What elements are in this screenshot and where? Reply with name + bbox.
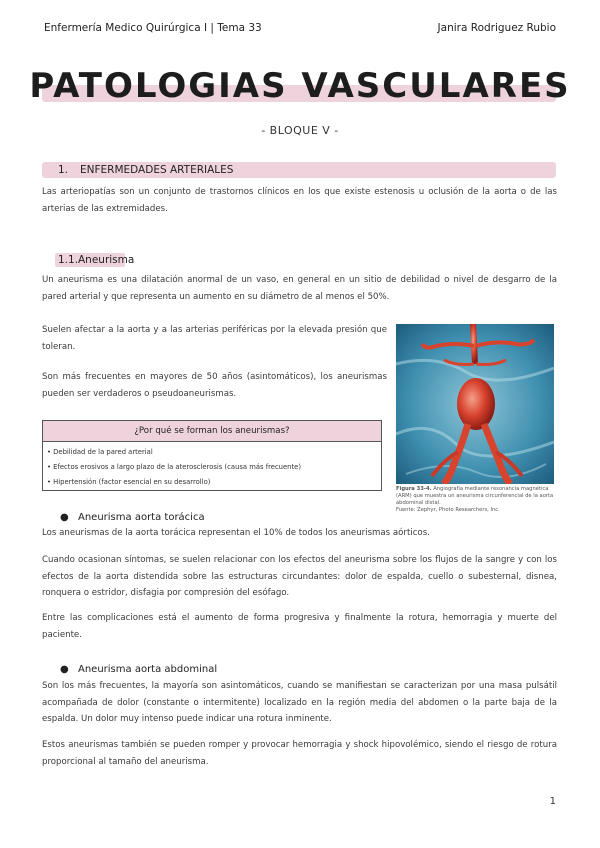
header-course: Enfermería Medico Quirúrgica I | Tema 33 bbox=[44, 22, 262, 34]
abdominal-heading: Aneurisma aorta abdominal bbox=[78, 664, 218, 675]
causes-box-title: ¿Por qué se forman los aneurismas? bbox=[43, 421, 381, 442]
page-subtitle: - BLOQUE V - bbox=[261, 124, 339, 137]
thoracic-p2: Cuando ocasionan síntomas, se suelen relacionar con los efectos del aneurisma sobre los flujos de la sangre y con los efectos de la aorta distendida sobre las estructuras circundantes: dolor de espalda, cuello o subesternal, disnea, ronquera o estridor, disfagia por compresión del esófago. bbox=[42, 555, 557, 598]
thoracic-heading: Aneurisma aorta torácica bbox=[78, 512, 205, 523]
cause-item: • Efectos erosivos a largo plazo de la aterosclerosis (causa más frecuente) bbox=[47, 460, 381, 475]
aneurisma-definition: Un aneurisma es una dilatación anormal de un vaso, en general en un sitio de debilidad o nivel de desgarro de la pared arterial y que representa un aumento en su diámetro de al menos el 50%. bbox=[42, 275, 557, 302]
cause-item: • Hipertensión (factor esencial en su desarrollo) bbox=[47, 475, 381, 490]
bullet-dot: ● bbox=[60, 512, 69, 523]
bullet-dot: ● bbox=[60, 664, 69, 675]
subsection-title: Aneurisma bbox=[78, 254, 135, 266]
figure-caption bbox=[396, 486, 556, 514]
caption-label: Figura 33-4. bbox=[396, 486, 432, 492]
causes-list bbox=[43, 442, 381, 490]
section-title: ENFERMEDADES ARTERIALES bbox=[80, 164, 234, 176]
caption-text: Angiografía mediante resonancia magnética (ARM) que muestra un aneurisma circunferencial de la aorta abdominal distal. bbox=[396, 486, 554, 506]
angiography-image bbox=[396, 324, 554, 484]
caption-credit: Fuente: Zephyr, Photo Researchers, Inc. bbox=[396, 507, 500, 513]
aneurisma-frequency: Son más frecuentes en mayores de 50 años (asintomáticos), los aneurismas pueden ser verdaderos o pseudoaneurismas. bbox=[42, 372, 387, 399]
subsection-number: 1.1. bbox=[58, 254, 79, 266]
header-author: Janira Rodriguez Rubio bbox=[437, 22, 556, 34]
thoracic-p1: Los aneurismas de la aorta torácica representan el 10% de todos los aneurismas aórticos. bbox=[42, 528, 430, 538]
page-title: PATOLOGIAS VASCULARES bbox=[29, 66, 571, 106]
section-number: 1. bbox=[58, 164, 69, 176]
page-number: 1 bbox=[549, 796, 556, 807]
causes-box bbox=[42, 420, 382, 491]
section-intro: Las arteriopatías son un conjunto de trastornos clínicos en los que existe estenosis u oclusión de la aorta o de las arterias de las extremidades. bbox=[42, 187, 557, 214]
cause-item: • Debilidad de la pared arterial bbox=[47, 445, 381, 460]
aneurisma-location: Suelen afectar a la aorta y a las arterias periféricas por la elevada presión que toleran. bbox=[42, 325, 387, 352]
abdominal-p1: Son los más frecuentes, la mayoría son asintomáticos, cuando se manifiestan se caracterizan por una masa pulsátil acompañada de dolor (constante o intermitente) localizado en la región media del abdomen o la parte baja de la espalda. Un dolor muy intenso puede indicar una rotura inminente. bbox=[42, 681, 557, 724]
abdominal-p2: Estos aneurismas también se pueden romper y provocar hemorragia y shock hipovolémico, siendo el riesgo de rotura proporcional al tamaño del aneurisma. bbox=[42, 740, 557, 767]
thoracic-p3: Entre las complicaciones está el aumento de forma progresiva y finalmente la rotura, hemorragia y muerte del paciente. bbox=[42, 613, 557, 640]
